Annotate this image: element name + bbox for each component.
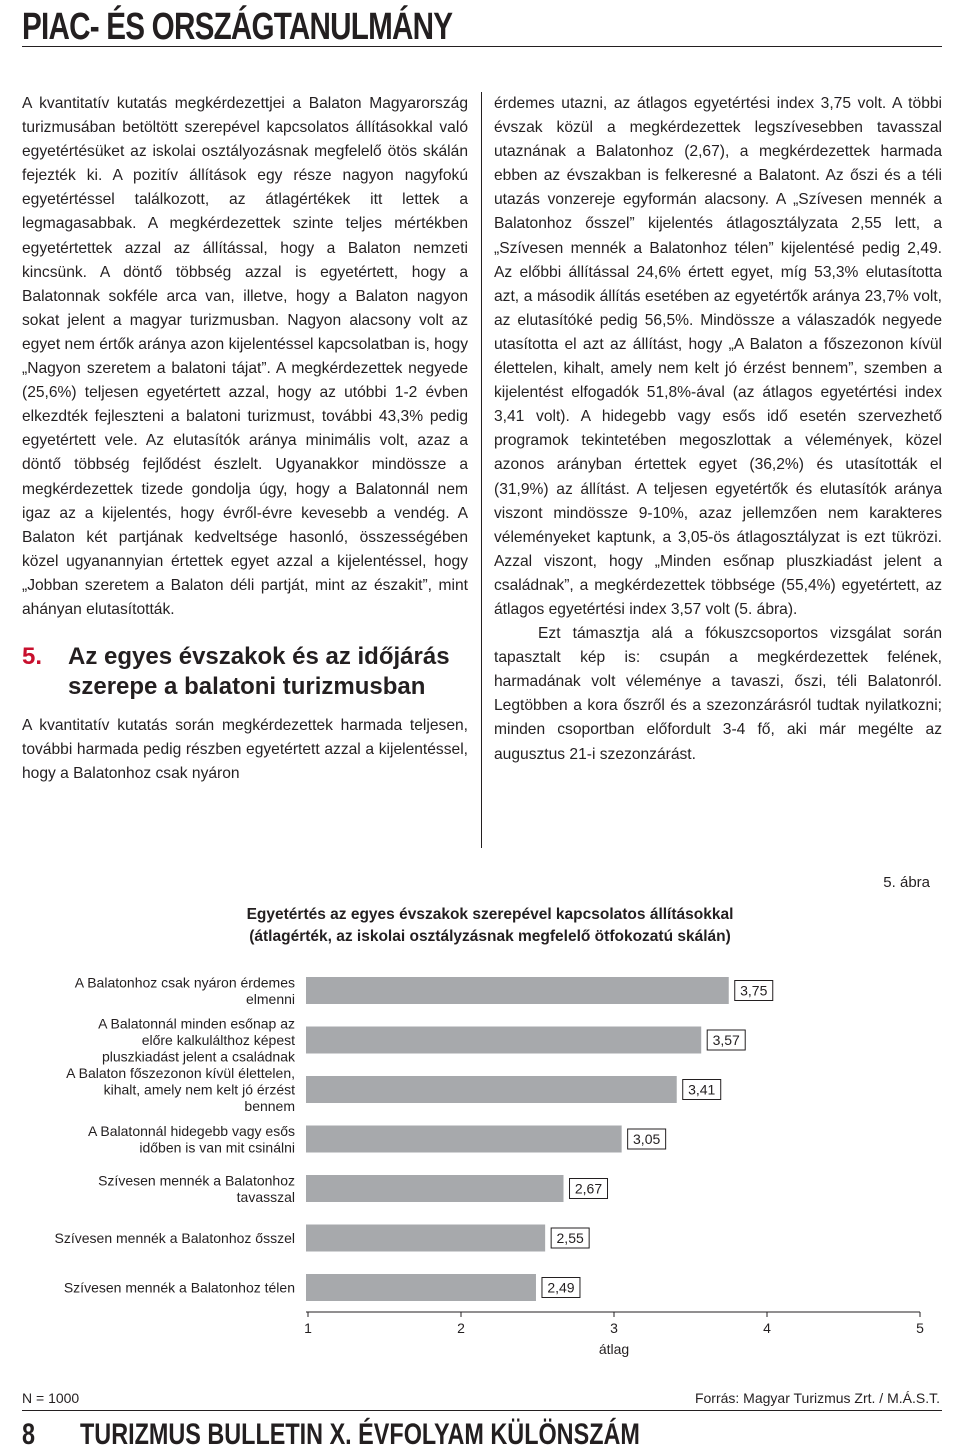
bar-6 [306,1274,536,1301]
category-label-0-0: A Balatonhoz csak nyáron érdemes [74,974,295,991]
category-label-1-2: pluszkiadást jelent a családnak [101,1048,295,1065]
header-rule [22,46,942,47]
x-tick-label-3: 4 [763,1320,771,1336]
bar-chart [0,955,960,1365]
bar-2 [306,1076,677,1103]
left-paragraph-1: A kvantitatív kutatás megkérdezettjei a Balaton Magyarország turizmusában betöltött szerepével kapcsolatos állításokkal való egyetértésüket az iskolai osztályozásnak megfelelő ötös skálán fejezték ki. A pozitív állítások egy része nagyon nagyfokú egyetértéssel találkozott, az átlagértékek itt lettek a legmagasabbak. A megkérdezettek szinte teljes mértékben egyetértettek azzal az állítással, hogy a Balaton nemzeti kincsünk. A döntő többség azzal is egyetértett, hogy a Balatonnak sokféle arca van, illetve, hogy a Balaton nagyon sokat jelent a magyar turizmusban. Nagyon alacsony volt az egyet nem értők aránya azon kijelentéssel kapcsolatban is, hogy „Nagyon szeretem a balatoni tájat”. A megkérdezettek negyede (25,6%) teljesen egyetértett azzal, hogy az utóbbi 1-2 évben elkezdték fejleszteni a balatoni turizmust, további 43,3% pedig egyetértett vele. Az elutasítók aránya minimális volt, azaz a döntő többség fejlődést észlelt. Ugyanakkor mindössze a megkérdezettek tizede gondolja úgy, hogy a Balatonnál nem igaz az a kijelentés, hogy évről-évre kevesebb a vendég. A Balaton két partjának kedveltsége hasonló, összességében közel ugyanannyian értettek egyet azzal a kijelentéssel, hogy „Jobban szeretem a Balaton déli partját, mint az északit”, mint ahányan elutasították. [22,95,468,618]
category-label-1-1: előre kalkulálthoz képest [141,1032,295,1048]
category-label-2-0: A Balaton főszezonon kívül élettelen, [66,1065,295,1081]
x-tick-label-1: 2 [457,1320,465,1336]
bar-4 [306,1175,564,1202]
section-title-line2: szerepe a balatoni turizmusban [68,673,426,701]
chart-title-line1: Egyetértés az egyes évszakok szerepével kapcsolatos állításokkal [246,906,734,923]
x-axis-label: átlag [598,1341,630,1357]
category-label-4-0: Szívesen mennék a Balatonhoz [98,1172,295,1189]
section-title-line1: Az egyes évszakok és az időjárás [68,643,450,671]
sample-size: N = 1000 [22,1390,80,1406]
x-tick-label-2: 3 [610,1320,618,1336]
chart-title [150,904,830,948]
value-label-1: 3,57 [712,1032,740,1048]
category-label-2-2: bennem [244,1098,295,1114]
bar-1 [306,1027,701,1054]
left-paragraph-2: A kvantitatív kutatás során megkérdezettek harmada teljesen, további harmada pedig részben egyetértett azzal a kijelentéssel, hogy a Balatonhoz csak nyáron [22,717,468,783]
chart-title-line2: (átlagérték, az iskolai osztályzásnak megfelelő ötfokozatú skálán) [249,928,731,945]
bar-5 [306,1225,545,1252]
category-label-4-1: tavasszal [236,1188,295,1205]
section-heading [22,642,468,702]
category-label-1-0: A Balatonnál minden esőnap az [98,1015,295,1032]
category-label-5-0: Szívesen mennék a Balatonhoz ősszel [54,1230,295,1246]
category-label-2-1: kihalt, amely nem kelt jó érzést [103,1081,295,1098]
category-label-3-1: időben is van mit csinálni [139,1139,295,1156]
bar-3 [306,1126,622,1153]
value-label-3: 3,05 [633,1131,661,1147]
value-label-4: 2,67 [574,1180,603,1197]
page-number: 8 [22,1418,36,1451]
right-paragraph-2: Ezt támasztja alá a fókuszcsoportos vizsgálat során tapasztalt kép is: csupán a megkérdezettek felének, harmadának volt véleménye a tavaszi, őszi, téli Balatonról. Legtöbben a kora őszről és a szezonzárásról tudtak nyilatkozni; minden csoportban előfordult 3-4 fő, aki már megélte az augusztus 21-i szezonzárást. [494,625,942,763]
value-label-2: 3,41 [688,1081,716,1098]
x-tick-label-4: 5 [916,1320,924,1336]
x-tick-label-0: 1 [304,1320,312,1336]
column-divider [481,92,482,848]
value-label-6: 2,49 [547,1279,575,1296]
value-label-5: 2,55 [556,1230,584,1246]
right-column [494,92,942,767]
left-column [22,92,468,786]
page-header-title: PIAC- ÉS ORSZÁGTANULMÁNY [22,6,453,48]
section-number: 5. [22,643,43,671]
value-label-0: 3,75 [740,982,768,999]
footer-rule [22,1410,942,1411]
category-label-6-0: Szívesen mennék a Balatonhoz télen [63,1279,295,1296]
right-paragraph-1: érdemes utazni, az átlagos egyetértési index 3,75 volt. A többi évszak közül a megkérdezettek legszívesebben tavasszal utaznának a Balatonhoz (2,67), a megkérdezettek harmada ebben az évszakban is felkeresné a Balatont. Az őszi és a téli utazás vonzereje egyformán alacsony. A „Szívesen mennék a Balatonhoz ősszel” kijelentés átlagosztályzata 2,55 lett, a „Szívesen mennék a Balatonhoz télen” kijelentésé pedig 2,49. Az előbbi állítással 24,6% értett egyet, míg 53,3% elutasította azt, a második állítás esetében az egyetértők aránya 23,7% volt, az elutasítóké pedig 56,5%. Mindössze a válaszadók negyede utasította el azt az állítást, hogy „A Balaton a főszezonon kívül élettelen, kihalt, amely nem kelt jó érzést bennem”, szemben a kijelentést elfogadók 51,8%-ával (az átlagos egyetértési index 3,41 volt). A hidegebb vagy esős idő esetén szervezhető programok tekintetében megoszlottak a vélemények, közel azonos arányban értettek egyet (36,2%) és utasították el (31,9%) az állítást. A teljesen egyetértők és elutasítók aránya viszont mindössze 9-10%, azaz jellemzően nem karakteres véleményeket kaptunk, a 3,05-ös átlagosztályzat is ezt tükrözi. Azzal viszont, hogy „Minden esőnap pluszkiadást jelent a családnak”, a megkérdezettek többsége (55,4%) egyetértett, az átlagos egyetértési index 3,57 volt (5. ábra). [494,95,942,618]
journal-title: TURIZMUS BULLETIN X. ÉVFOLYAM KÜLÖNSZÁM [80,1418,640,1451]
source-note: Forrás: Magyar Turizmus Zrt. / M.Á.S.T. [694,1390,940,1406]
figure-label: 5. ábra [883,874,930,891]
category-label-3-0: A Balatonnál hidegebb vagy esős [87,1122,295,1139]
bar-0 [306,977,729,1004]
category-label-0-1: elmenni [245,990,295,1007]
